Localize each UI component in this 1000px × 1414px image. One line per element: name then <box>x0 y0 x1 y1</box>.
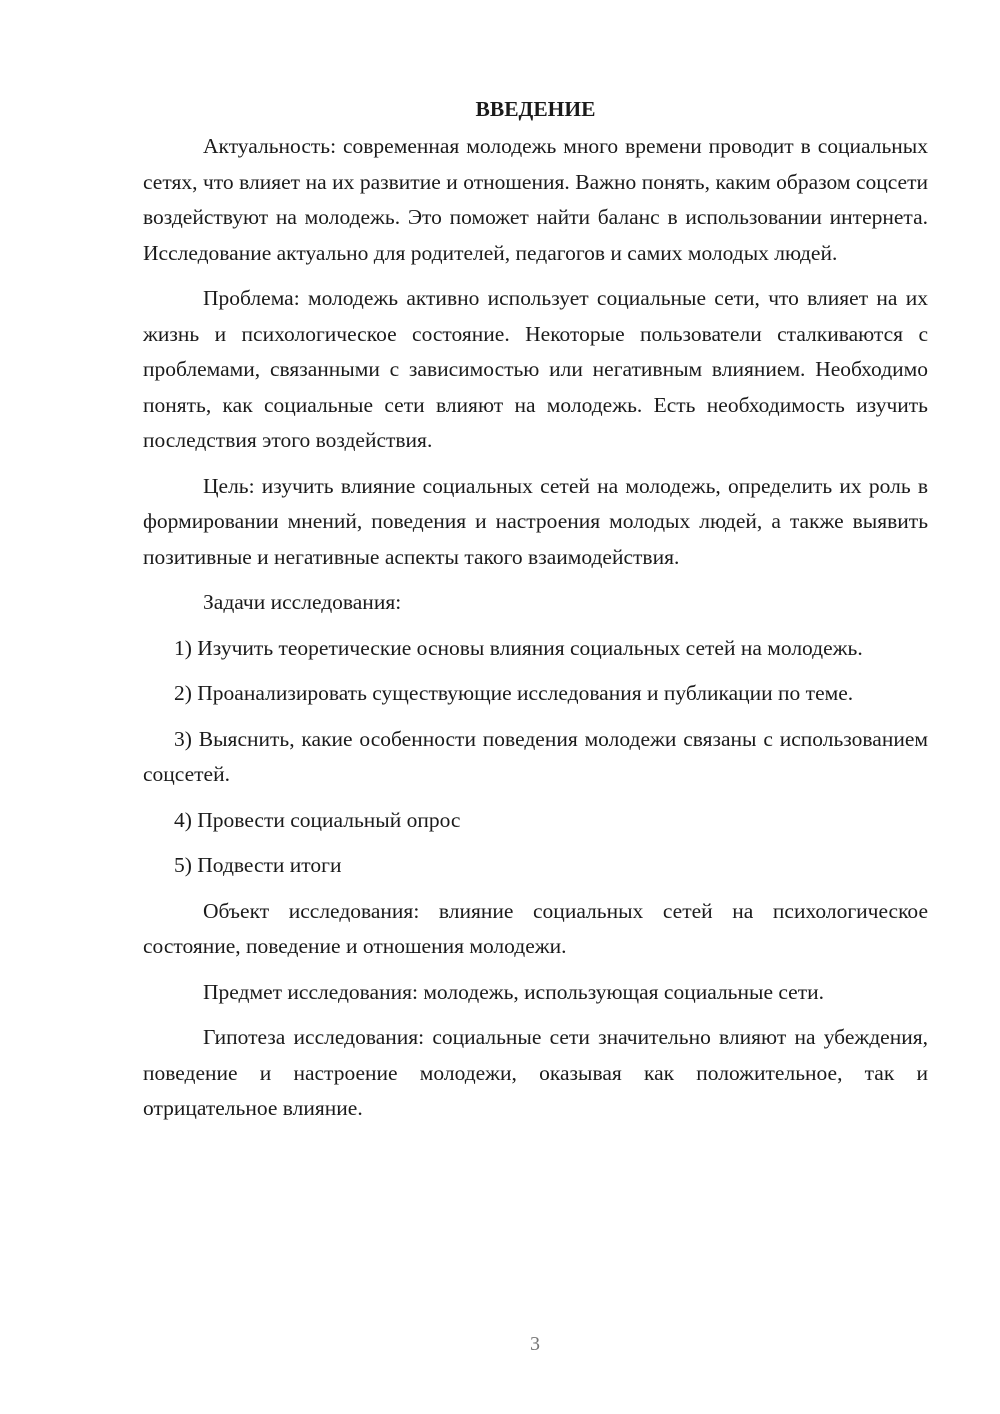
paragraph-goal: Цель: изучить влияние социальных сетей на молодежь, определить их роль в формировании мнений, поведения и настроения молодых людей, а также выявить позитивные и негативные аспекты такого взаимодействия. <box>143 473 928 569</box>
task-item-3: 3) Выяснить, какие особенности поведения молодежи связаны с использованием соцсетей. <box>143 726 928 786</box>
section-title: ВВЕДЕНИЕ <box>475 97 596 121</box>
task-item-2: 2) Проанализировать существующие исследования и публикации по теме. <box>174 681 854 705</box>
task-item-1: 1) Изучить теоретические основы влияния социальных сетей на молодежь. <box>174 635 863 660</box>
page-number: 3 <box>530 1333 540 1355</box>
paragraph-subject: Предмет исследования: молодежь, использующая социальные сети. <box>203 979 824 1004</box>
paragraph-problem: Проблема: молодежь активно использует социальные сети, что влияет на их жизнь и психологическое состояние. Некоторые пользователи сталкиваются с проблемами, связанными с зависимостью или негативным влиянием. Необходимо понять, как социальные сети влияют на молодежь. Есть необходимость изучить последствия этого воздействия. <box>143 286 928 452</box>
paragraph-object: Объект исследования: влияние социальных сетей на психологическое состояние, поведение и отношения молодежи. <box>143 898 928 958</box>
document-page <box>143 92 928 1137</box>
tasks-heading: Задачи исследования: <box>203 590 402 614</box>
paragraph-relevance: Актуальность: современная молодежь много времени проводит в социальных сетях, что влияет на их развитие и отношения. Важно понять, каким образом соцсети воздействуют на молодежь. Это поможет найти баланс в использовании интернета. Исследование актуально для родителей, педагогов и самих молодых людей. <box>143 134 928 265</box>
task-item-4: 4) Провести социальный опрос <box>174 807 461 832</box>
paragraph-hypothesis: Гипотеза исследования: социальные сети значительно влияют на убеждения, поведение и настроение молодежи, оказывая как положительное, так и отрицательное влияние. <box>143 1025 928 1120</box>
task-item-5: 5) Подвести итоги <box>174 853 342 877</box>
